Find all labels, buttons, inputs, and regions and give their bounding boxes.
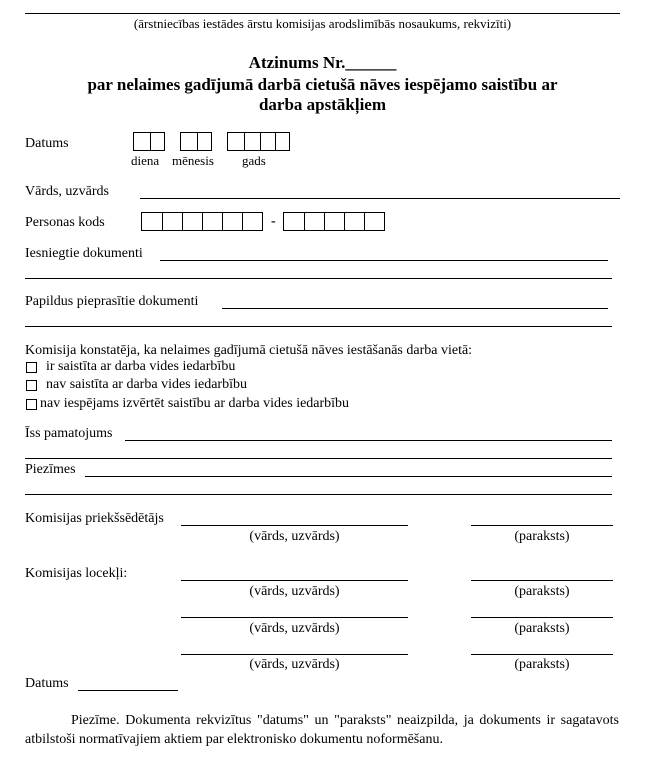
footer-note: Piezīme. Dokumenta rekvizītus "datums" un "paraksts" neaizpilda, ja dokuments ir sagatavots atbilstoši normatīvajiem aktiem par elektronisko dokumentu noformēšanu. <box>25 713 619 747</box>
option-label-related: ir saistīta ar darba vides iedarbību <box>46 359 236 374</box>
requested-docs-field[interactable] <box>222 308 608 309</box>
date-day-caption: diena <box>131 153 160 168</box>
notes-label: Piezīmes <box>25 462 76 477</box>
member3-name-field[interactable] <box>181 654 408 655</box>
members-label: Komisijas locekļi: <box>25 566 128 581</box>
footer-date-field[interactable] <box>78 690 178 691</box>
requested-docs-field-2[interactable] <box>25 326 612 327</box>
option-checkbox-related[interactable] <box>26 362 37 373</box>
member3-signature-field[interactable] <box>471 654 613 655</box>
name-label: Vārds, uzvārds <box>25 184 109 199</box>
doc-title-line3: darba apstākļiem <box>258 95 387 114</box>
option-label-unrelated: nav saistīta ar darba vides iedarbību <box>46 377 247 392</box>
chair-signature-caption: (paraksts) <box>514 529 570 544</box>
date-label: Datums <box>25 136 69 151</box>
doc-title-line1: Atzinums Nr.______ <box>248 53 397 72</box>
personal-code-first-boxes[interactable] <box>141 212 263 231</box>
member3-signature-caption: (paraksts) <box>514 657 570 672</box>
footer-date-label: Datums <box>25 676 69 691</box>
member1-signature-field[interactable] <box>471 580 613 581</box>
chair-name-field[interactable] <box>181 525 408 526</box>
member2-name-caption: (vārds, uzvārds) <box>249 621 340 636</box>
chair-name-caption: (vārds, uzvārds) <box>249 529 340 544</box>
member1-name-field[interactable] <box>181 580 408 581</box>
option-checkbox-unrelated[interactable] <box>26 380 37 391</box>
notes-field-2[interactable] <box>25 494 612 495</box>
chair-signature-field[interactable] <box>471 525 613 526</box>
submitted-docs-field-2[interactable] <box>25 278 612 279</box>
member2-name-field[interactable] <box>181 617 408 618</box>
personal-code-second-boxes[interactable] <box>283 212 385 231</box>
date-year-boxes[interactable] <box>227 132 290 151</box>
institution-caption: (ārstniecības iestādes ārstu komisijas arodslimībās nosaukums, rekvizīti) <box>133 16 512 31</box>
date-day-boxes[interactable] <box>133 132 165 151</box>
chair-label: Komisijas priekšsēdētājs <box>25 511 164 526</box>
option-checkbox-undeterminable[interactable] <box>26 399 37 410</box>
member1-name-caption: (vārds, uzvārds) <box>249 584 340 599</box>
personal-code-label: Personas kods <box>25 215 105 230</box>
member1-signature-caption: (paraksts) <box>514 584 570 599</box>
notes-field[interactable] <box>85 476 612 477</box>
doc-title-line2: par nelaimes gadījumā darbā cietušā nāves iespējamo saistību ar <box>87 75 558 94</box>
date-year-caption: gads <box>242 153 266 168</box>
member2-signature-field[interactable] <box>471 617 613 618</box>
member3-name-caption: (vārds, uzvārds) <box>249 657 340 672</box>
date-month-boxes[interactable] <box>180 132 212 151</box>
justification-field[interactable] <box>125 440 612 441</box>
requested-docs-label: Papildus pieprasītie dokumenti <box>25 294 199 309</box>
findings-intro: Komisija konstatēja, ka nelaimes gadījumā cietušā nāves iestāšanās darba vietā: <box>25 343 473 358</box>
submitted-docs-label: Iesniegtie dokumenti <box>25 246 143 261</box>
name-field[interactable] <box>140 198 620 199</box>
member2-signature-caption: (paraksts) <box>514 621 570 636</box>
personal-code-dash: - <box>271 214 276 229</box>
justification-field-2[interactable] <box>25 458 612 459</box>
institution-name-line[interactable] <box>25 13 620 14</box>
justification-label: Īss pamatojums <box>25 426 113 441</box>
submitted-docs-field[interactable] <box>160 260 608 261</box>
option-label-undeterminable: nav iespējams izvērtēt saistību ar darba vides iedarbību <box>40 396 350 411</box>
date-month-caption: mēnesis <box>172 153 214 168</box>
